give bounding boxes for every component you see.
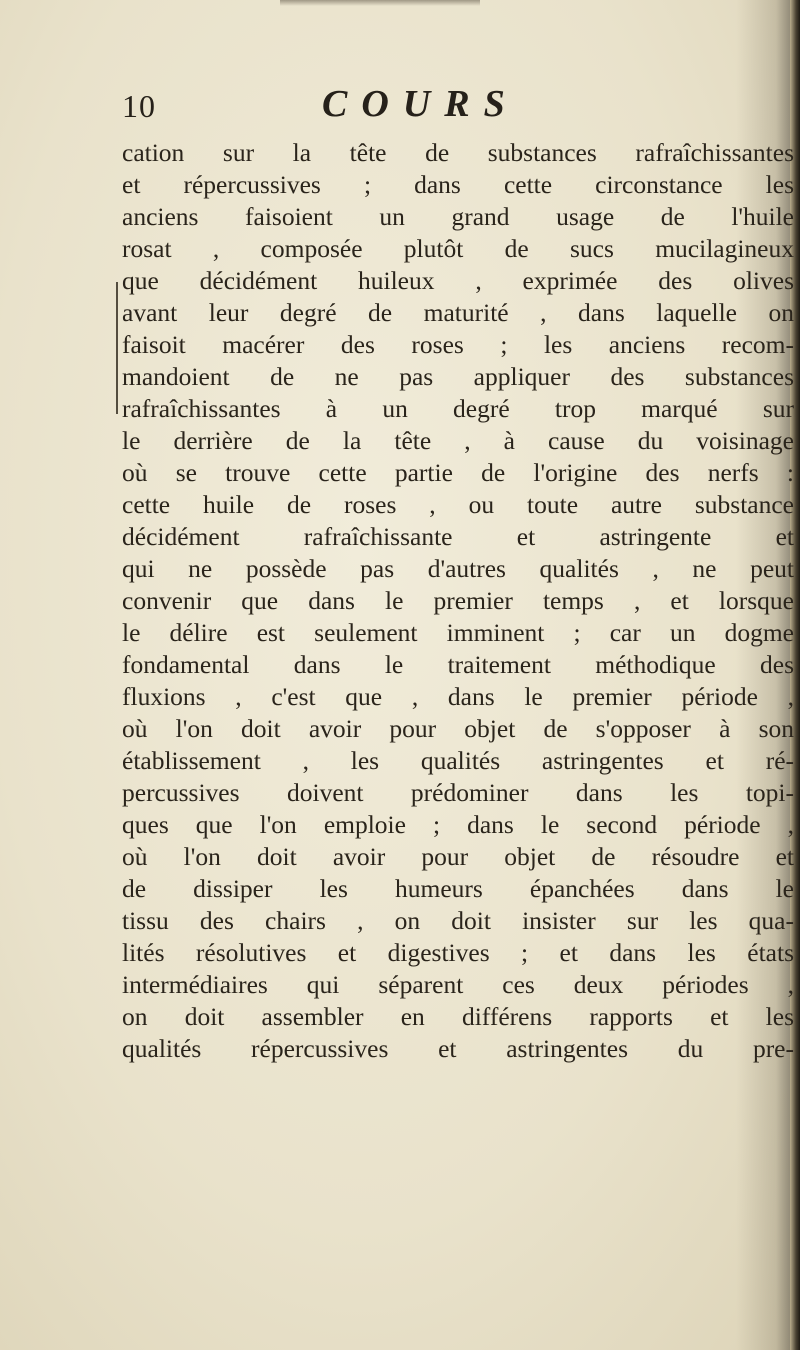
text-line: percussives doivent prédominer dans les topi- — [122, 778, 794, 807]
text-line: ques que l'on emploie ; dans le second période , — [122, 810, 794, 839]
text-line: qui ne possède pas d'autres qualités , ne peut — [122, 554, 794, 583]
text-line: cette huile de roses , ou toute autre substance — [122, 490, 794, 519]
text-line: rafraîchissantes à un degré trop marqué sur — [122, 394, 794, 423]
body-text — [122, 137, 794, 1065]
text-line: mandoient de ne pas appliquer des substances — [122, 362, 794, 391]
text-line: et répercussives ; dans cette circonstance les — [122, 170, 794, 199]
text-line: le délire est seulement imminent ; car un dogme — [122, 618, 794, 647]
top-shadow — [280, 0, 480, 6]
running-title: COURS — [322, 83, 519, 125]
text-line: où se trouve cette partie de l'origine des nerfs : — [122, 458, 794, 487]
text-line: le derrière de la tête , à cause du voisinage — [122, 426, 794, 455]
text-line: intermédiaires qui séparent ces deux périodes , — [122, 970, 794, 999]
text-line: tissu des chairs , on doit insister sur les qua- — [122, 906, 794, 935]
text-line: convenir que dans le premier temps , et lorsque — [122, 586, 794, 615]
text-line: cation sur la tête de substances rafraîchissantes — [122, 138, 794, 167]
page-number: 10 — [122, 88, 156, 124]
text-line: fluxions , c'est que , dans le premier période , — [122, 682, 794, 711]
text-line: rosat , composée plutôt de sucs mucilagineux — [122, 234, 794, 263]
text-line: anciens faisoient un grand usage de l'huile — [122, 202, 794, 231]
text-line: qualités répercussives et astringentes du pre- — [122, 1034, 794, 1063]
text-line: fondamental dans le traitement méthodique des — [122, 650, 794, 679]
text-line: établissement , les qualités astringentes et ré- — [122, 746, 794, 775]
text-line: de dissiper les humeurs épanchées dans le — [122, 874, 794, 903]
text-line: où l'on doit avoir pour objet de s'opposer à son — [122, 714, 794, 743]
page-header — [122, 82, 782, 132]
text-line: faisoit macérer des roses ; les anciens recom- — [122, 330, 794, 359]
margin-mark — [116, 282, 118, 414]
text-line: décidément rafraîchissante et astringente et — [122, 522, 794, 551]
text-line: lités résolutives et digestives ; et dans les états — [122, 938, 794, 967]
text-line: avant leur degré de maturité , dans laquelle on — [122, 298, 794, 327]
text-line: où l'on doit avoir pour objet de résoudre et — [122, 842, 794, 871]
text-line: que décidément huileux , exprimée des olives — [122, 266, 794, 295]
text-line: on doit assembler en différens rapports et les — [122, 1002, 794, 1031]
